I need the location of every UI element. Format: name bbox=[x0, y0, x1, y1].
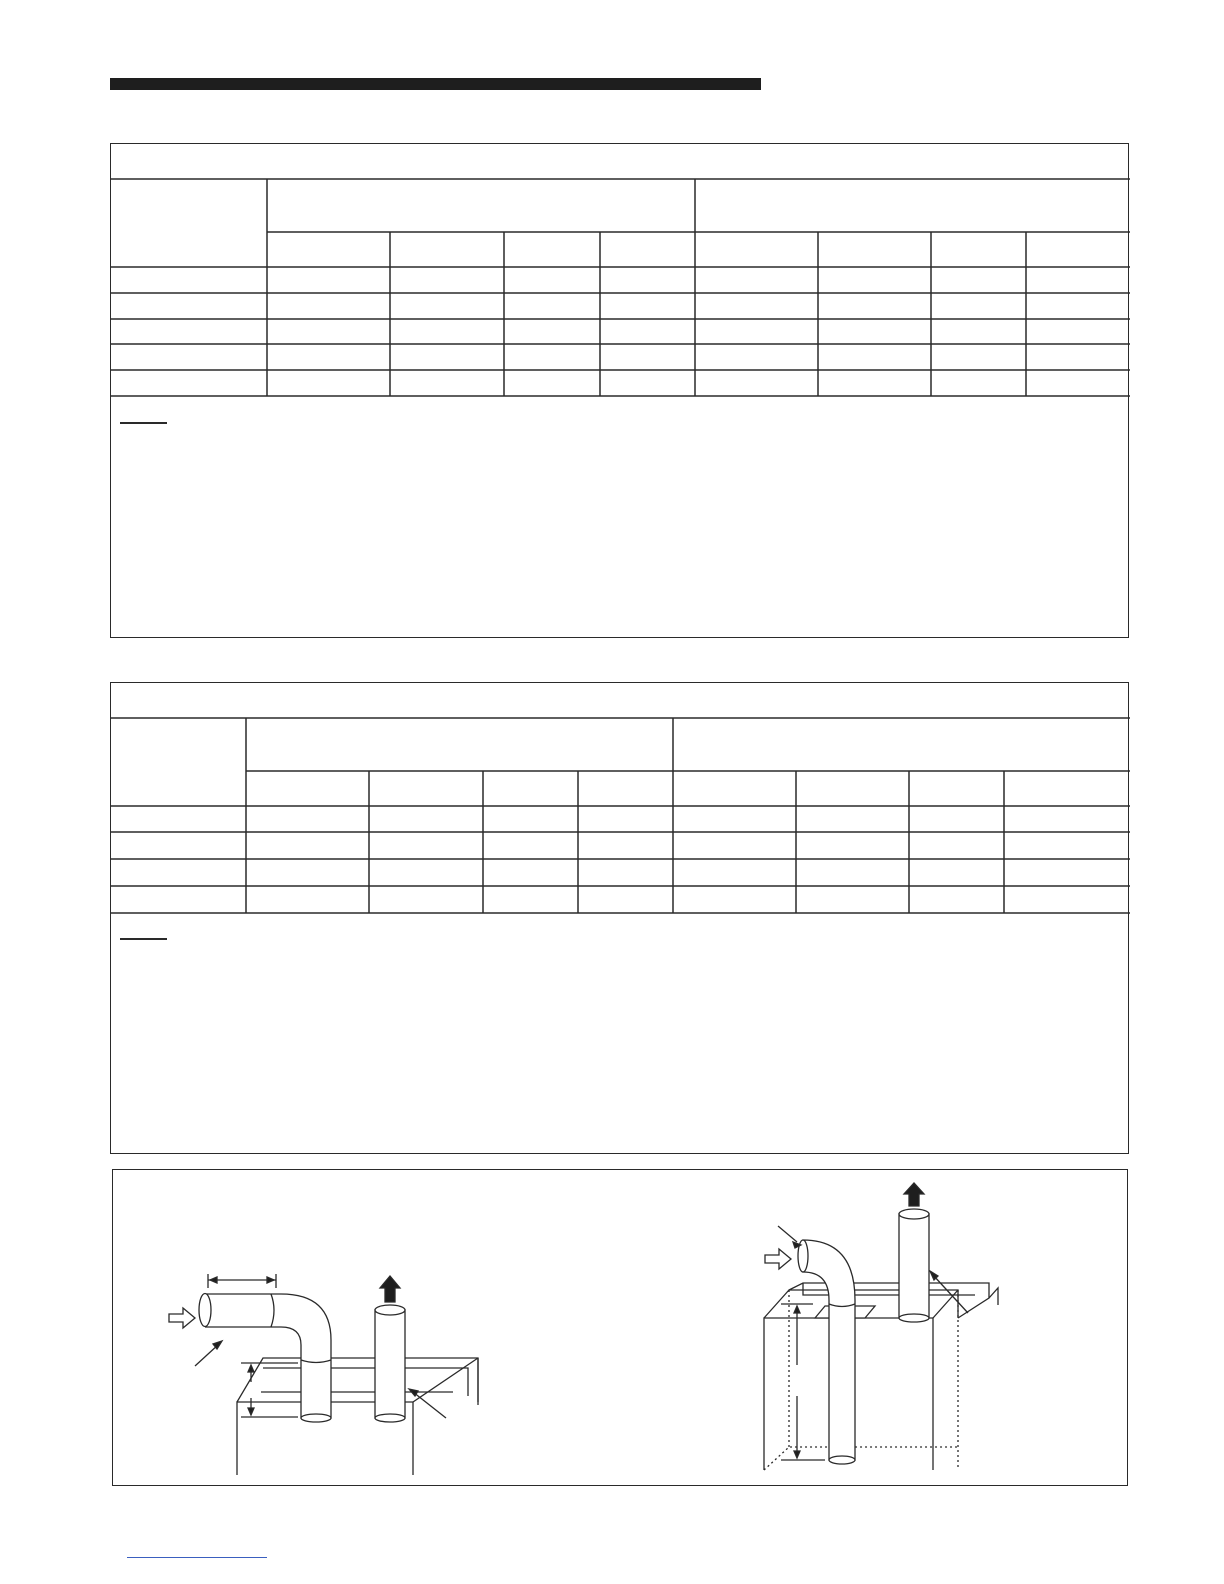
table-2 bbox=[110, 682, 1129, 1154]
left-diagram bbox=[169, 1274, 478, 1475]
venting-figure bbox=[112, 1169, 1128, 1486]
right-diagram bbox=[764, 1183, 998, 1470]
section-title-bar bbox=[110, 78, 761, 90]
table-1-grid bbox=[111, 144, 1130, 639]
venting-figure-drawing bbox=[113, 1170, 1129, 1487]
table-2-grid bbox=[111, 683, 1130, 1155]
notes-label-underline bbox=[120, 422, 167, 424]
footer-link-underline[interactable] bbox=[127, 1557, 267, 1558]
table-1 bbox=[110, 143, 1129, 638]
notes-label-underline bbox=[120, 938, 167, 940]
